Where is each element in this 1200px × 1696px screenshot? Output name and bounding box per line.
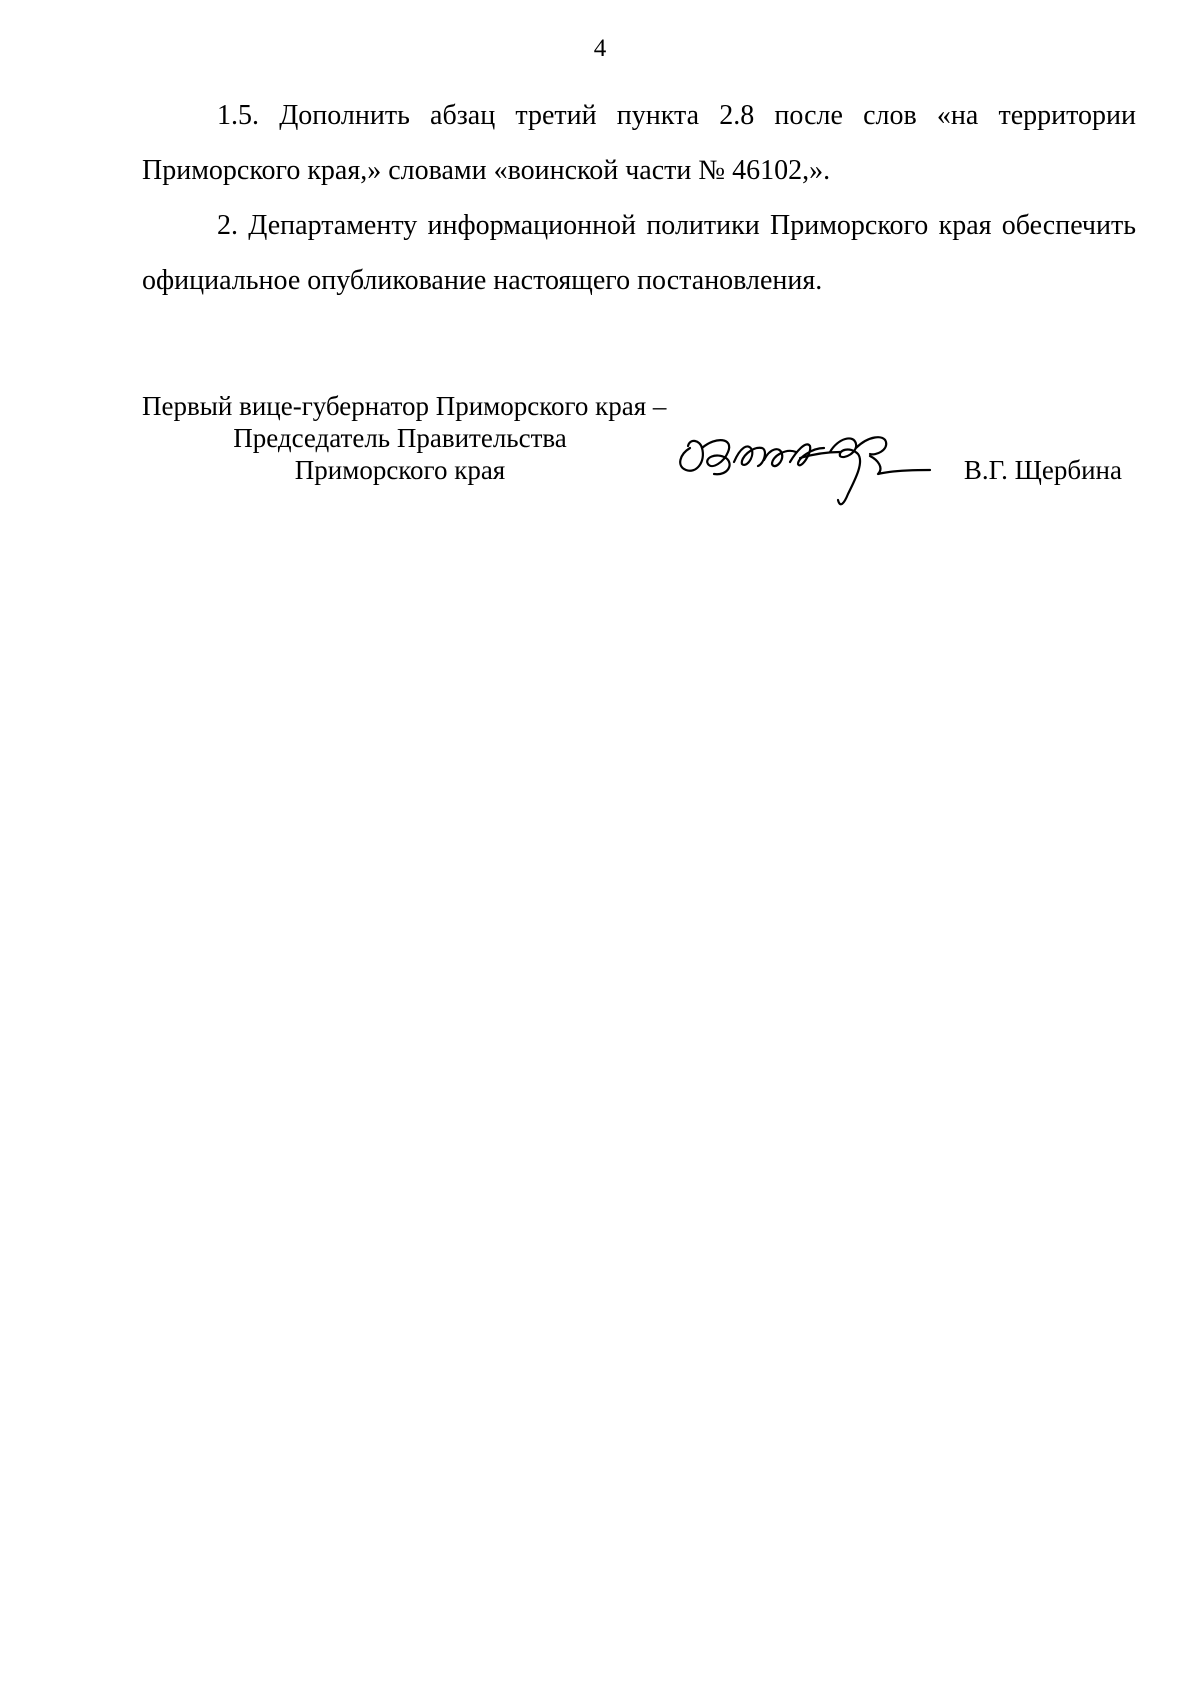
signer-name: В.Г. Щербина — [963, 455, 1122, 485]
page-number: 4 — [593, 35, 607, 62]
signer-position-line-2: Председатель Правительства — [233, 423, 567, 453]
document-body — [142, 88, 1136, 308]
paragraph-2: 2. Департаменту информационной политики Приморского края обеспечить официальное опубликование настоящего постановления. — [142, 210, 1136, 296]
handwritten-signature-icon — [672, 418, 932, 518]
paragraph-1-5: 1.5. Дополнить абзац третий пункта 2.8 после слов «на территории Приморского края,» словами «воинской части № 46102,». — [142, 100, 1136, 186]
signer-position-line-1: Первый вице-губернатор Приморского края – — [142, 391, 667, 421]
signer-position-line-3: Приморского края — [294, 455, 506, 485]
